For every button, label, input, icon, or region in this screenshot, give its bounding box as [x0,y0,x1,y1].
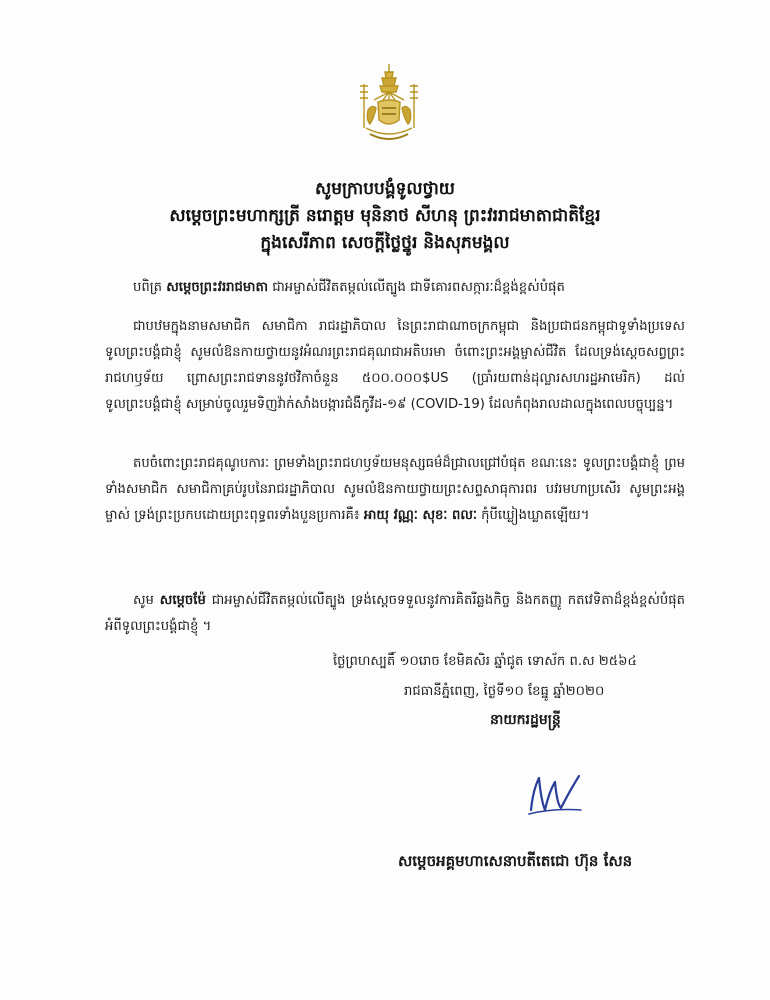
opening-suffix: ជាអម្ចាស់ជីវិតតម្កល់លើត្បូង ជាទីគោរពសក្ការៈដ៏ខ្ពង់ខ្ពស់បំផុត [268,280,565,295]
salutation-line: សូមក្រាបបង្គំទូលថ្វាយ [315,179,455,199]
royal-coat-of-arms-icon [352,62,426,146]
recipient-blessing: ក្នុងសេរីភាព សេចក្តីថ្លៃថ្នូរ និងសុភមង្គល [260,233,510,253]
blessing-bold-words: អាយុ វណ្ណៈ សុខៈ ពលៈ [363,508,477,523]
opening-paragraph [105,275,685,301]
blessing-text: តបចំពោះព្រះរាជគុណូបការៈ ព្រមទាំងព្រះរាជហឫទ័យមនុស្សធម៌ដ៏ជ្រាលជ្រៅបំផុត ខណៈនេះ ទូលព្រះបង្គំជាខ្ញុំ ព្រមទាំងសមាជិក សមាជិកាគ្រប់រូបនៃរាជរដ្ឋាភិបាល សូមលំឱនកាយថ្វាយព្រះសព្ទសាធុការពរ បវរមហាប្រសើរ សូមព្រះអង្គម្ចាស់ ទ្រង់ព្រះប្រកបដោយព្រះពុទ្ធពរទាំងបួនប្រការគឺ៖ [105,456,685,523]
signer-title: នាយករដ្ឋមន្ត្រី [490,712,561,728]
handwritten-signature-icon [525,770,585,820]
blessing-paragraph [105,451,685,529]
solar-date: រាជធានីភ្នំពេញ, ថ្ងៃទី១០ ខែធ្នូ ឆ្នាំ២០២០ [404,684,605,699]
closing-bold-title: សម្តេចម៉ែ [159,593,206,608]
recipient-title: សម្តេចព្រះមហាក្សត្រី នរោត្តម មុនិនាថ សីហនុ ព្រះវររាជមាតាជាតិខ្មែរ [169,206,601,226]
closing-prefix: សូម [133,593,160,608]
closing-paragraph [105,588,685,640]
gratitude-text: ជាបឋមក្នុងនាមសមាជិក សមាជិកា រាជរដ្ឋាភិបាល នៃព្រះរាជាណាចក្រកម្ពុជា និងប្រជាជនកម្ពុជាទូទាំងប្រទេស ទូលព្រះបង្គំជាខ្ញុំ សូមលំឱនកាយថ្វាយនូវអំណរព្រះរាជគុណជាអតិបរមា ចំពោះព្រះអង្គម្ចាស់ជីវិត ដែលទ្រង់ស្តេចសព្វព្រះរាជហឫទ័យ ព្រោសព្រះរាជទាននូវថវិកាចំនួន ៥០០.០០០$US (ប្រាំរយពាន់ដុល្លារសហរដ្ឋអាមេរិក) ដល់ទូលព្រះបង្គំជាខ្ញុំ សម្រាប់ចូលរួមទិញវ៉ាក់សាំងបង្ការជំងឺកូវីដ-១៩ (COVID-19) ដែលកំពុងរាលដាលក្នុងពេលបច្ចុប្បន្ន។ [105,319,685,412]
signer-name: សម្តេចអគ្គមហាសេនាបតីតេជោ ហ៊ុន សែន [398,852,633,870]
opening-bold-title: សម្តេចព្រះវររាជមាតា [166,280,269,295]
blessing-suffix: កុំបីឃ្លៀងឃ្លាតឡើយ។ [476,508,590,523]
lunar-date: ថ្ងៃព្រហស្បតិ៍ ១០រោច ខែមិគសិរ ឆ្នាំជូត ទោស័ក ព.ស ២៥៦៤ [333,654,637,669]
opening-prefix: បពិត្រ [133,280,167,295]
gratitude-paragraph [105,314,685,418]
closing-suffix: ជាអម្ចាស់ជីវិតតម្កល់លើត្បូង ទ្រង់ស្តេចទទួលនូវការគិតរីឆ្លងកិច្ច និងកតញ្ញូ កតវេទិតាដ៏ខ្ពង់ខ្ពស់បំផុតអំពីទូលព្រះបង្គំជាខ្ញុំ ។ [105,593,685,634]
